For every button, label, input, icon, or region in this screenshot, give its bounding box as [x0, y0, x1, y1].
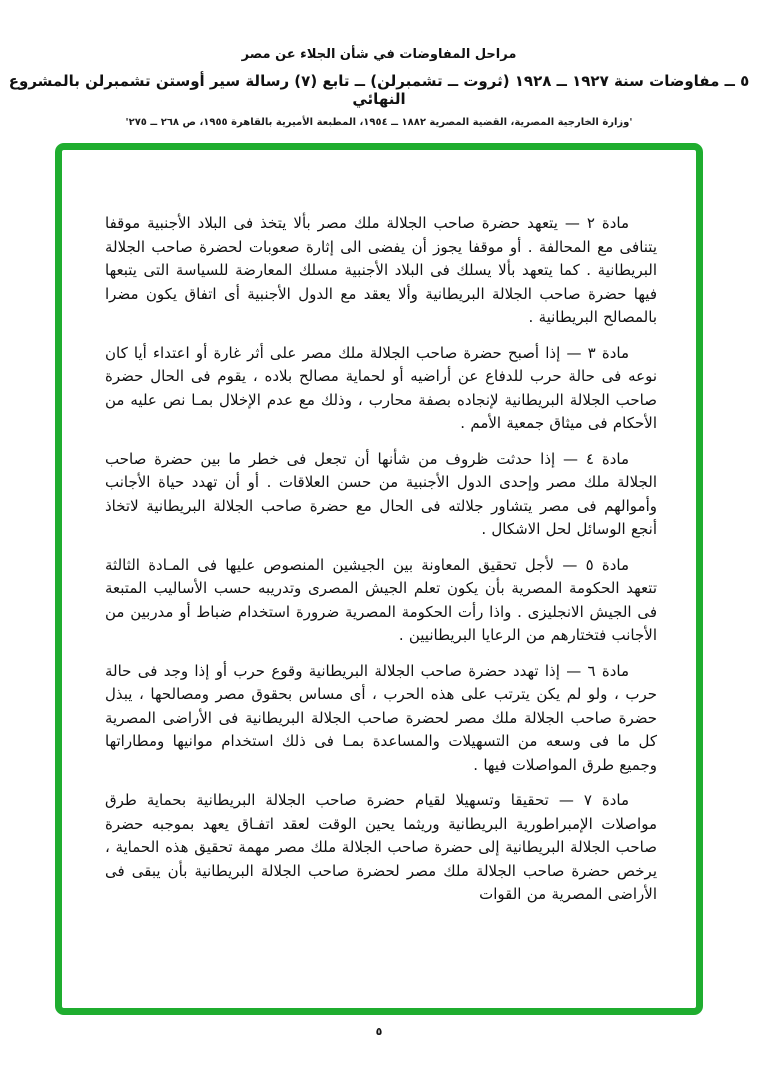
article-3-paragraph: مادة ٣ — إذا أصبح حضرة صاحب الجلالة ملك مصر على أثر غارة أو اعتداء أيا كان نوعه فى حالة حرب للدفاع عن أراضيه أو لحماية مصالح بلاده ، يقوم فى الحال حضرة صاحب الجلالة البريطانية لإنجاده بصفة محارب ، وذلك مع عدم الإخلال بمـا نص عليه من الأحكام فى ميثاق جمعية الأمم . — [105, 343, 657, 432]
article-5-paragraph: مادة ٥ — لأجل تحقيق المعاونة بين الجيشين المنصوص عليها فى المـادة الثالثة تتعهد الحكومة المصرية بأن يكون تعلم الجيش المصرى وتدريبه حسب الأساليب المتبعة فى الجيش الانجليزى . واذا رأت الحكومة المصرية ضرورة استخدام ضباط أو مدربين من الأجانب فتختارهم من الرعايا البريطانيين . — [105, 555, 657, 644]
article-7-paragraph: مادة ٧ — تحقيقا وتسهيلا لقيام حضرة صاحب الجلالة البريطانية بحماية طرق مواصلات الإمبراطورية البريطانية وريثما يحين الوقت لعقد اتفـاق يعهد بموجبه حضرة صاحب الجلالة البريطانية إلى حضرة صاحب الجلالة ملك مصر مهمة تحقيق هذه الحماية ، يرخص حضرة صاحب الجلالة ملك مصر لحضرة صاحب الجلالة البريطانية بأن يبقى فى الأراضى المصرية من القوات — [105, 791, 657, 903]
green-highlight-box — [55, 143, 703, 1015]
source-citation: 'وزارة الخارجية المصرية، القضية المصرية ١٨٨٢ ــ ١٩٥٤، المطبعة الأميرية بالقاهرة ١٩٥٥، ص ٢٦٨ ــ ٢٧٥' — [125, 117, 633, 128]
article-6-paragraph: مادة ٦ — إذا تهدد حضرة صاحب الجلالة البريطانية وقوع حرب أو إذا وجد فى حالة حرب ، ولو لم يكن يترتب على هذه الحرب ، أى مساس بحقوق مصر ومصالحها ، يبذل حضرة صاحب الجلالة ملك مصر لحضرة صاحب الجلالة البريطانية فى الأراضى المصرية كل ما فى وسعه من التسهيلات والمساعدة بمـا فى ذلك استخدام موانيها ومطاراتها وجميع طرق المواصلات فيها . — [105, 661, 657, 774]
document-header — [0, 47, 758, 128]
article-text-block — [62, 150, 696, 907]
section-heading: ٥ ــ مفاوضات سنة ١٩٢٧ ــ ١٩٢٨ (ثروت ــ تشمبرلن) ــ تابع (٧) رسالة سير أوستن تشمبرلن بالمشروع النهائي — [8, 72, 750, 108]
page-title: مراحل المفاوضات في شأن الجلاء عن مصر — [241, 47, 517, 62]
article-4-paragraph: مادة ٤ — إذا حدثت ظروف من شأنها أن تجعل فى خطر ما بين حضرة صاحب الجلالة ملك مصر وإحدى الدول الأجنبية من حسن العلاقات . أو أن تهدد حياة الأجانب وأموالهم فى مصر يتشاور جلالته فى الحال مع حضرة صاحب الجلالة البريطانية لاتخاذ أنجع الوسائل لحل الاشكال . — [105, 449, 657, 538]
article-2-paragraph: مادة ٢ — يتعهد حضرة صاحب الجلالة ملك مصر بألا يتخذ فى البلاد الأجنبية موقفا يتنافى مع المحالفة . أو موقفا يجوز أن يفضى الى إثارة صعوبات لحضرة صاحب الجلالة البريطانية . كما يتعهد بألا يسلك فى البلاد الأجنبية مسلك المعارضة للسياسة التى يتبعها فيها حضرة صاحب الجلالة البريطانية وألا يعقد مع الدول الأجنبية أى اتفاق يكون مضرا بالمصالح البريطانية . — [105, 214, 657, 326]
page-number: ٥ — [375, 1025, 383, 1038]
